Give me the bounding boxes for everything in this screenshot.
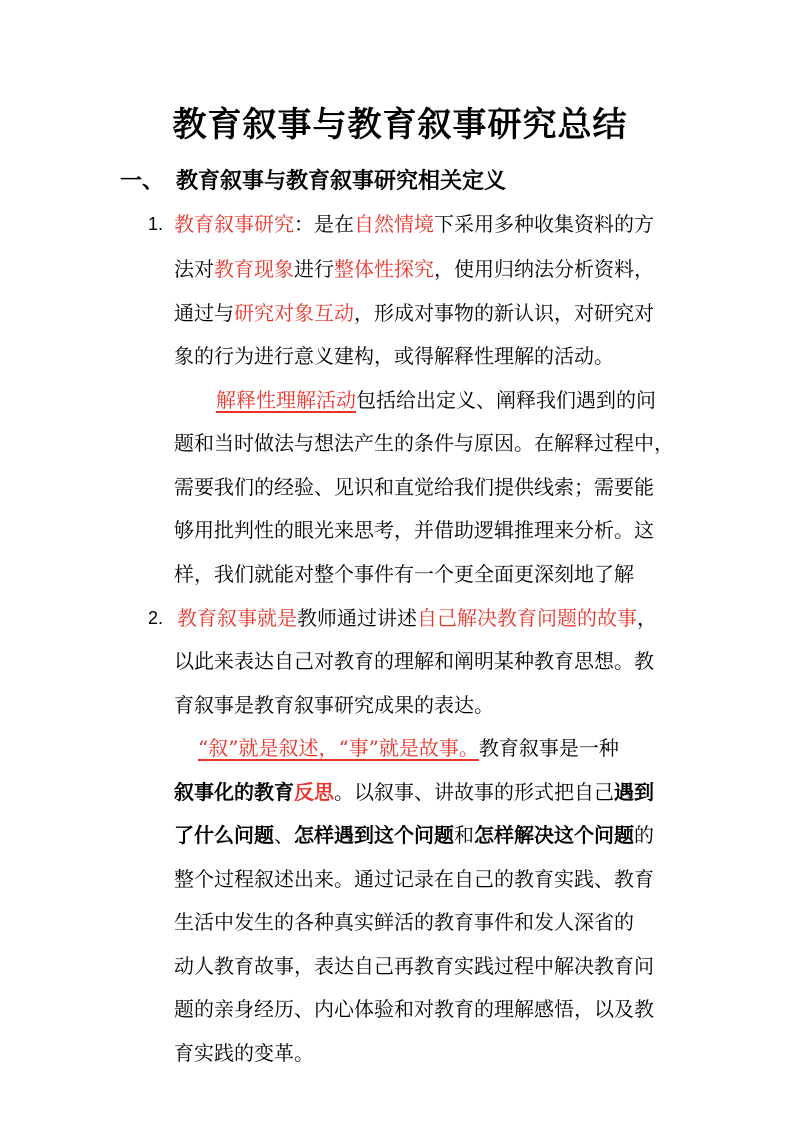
item2-para2-line-3 <box>174 820 654 850</box>
text-segment: 教师通过讲述 <box>297 606 417 630</box>
item1-para2-line-1 <box>216 385 656 415</box>
text-segment: ，形成对事物的新认识，对研究对 <box>354 301 654 325</box>
text-segment: ， <box>637 606 657 630</box>
item1-line-2 <box>174 254 654 284</box>
section-heading-text: 教育叙事与教育叙事研究相关定义 <box>176 169 507 194</box>
bold-narrative-education: 叙事化的教育 <box>174 780 294 804</box>
item1-para2-line-3: 需要我们的经验、见识和直觉给我们提供线索；需要能 <box>174 475 654 499</box>
text-segment: 。以叙事、讲故事的形式把自己 <box>334 780 614 804</box>
item1-line-3 <box>174 298 654 328</box>
bold-what-problem: 了什么问题 <box>174 823 274 847</box>
item1-para2-line-4: 够用批判性的眼光来思考，并借助逻辑推理来分析。这 <box>174 518 654 542</box>
text-segment: 和 <box>454 823 474 847</box>
term-education-phenomenon: 教育现象 <box>214 257 294 281</box>
text-segment: 、 <box>274 823 294 847</box>
item2-line-3: 育叙事是教育叙事研究成果的表达。 <box>174 693 494 717</box>
text-segment: 通过与 <box>174 301 234 325</box>
text-segment: 的 <box>634 823 654 847</box>
text-segment: 进行 <box>294 257 334 281</box>
term-interpretive-activity: 解释性理解活动 <box>216 388 356 412</box>
item2-para2-line-7: 题的亲身经历、内心体验和对教育的理解感悟，以及教 <box>174 997 654 1021</box>
item1-line-4: 象的行为进行意义建构，或得解释性理解的活动。 <box>174 344 614 368</box>
term-xu-shi-definition: “叙”就是叙述，“事”就是故事。 <box>198 736 479 760</box>
text-segment: ：是在 <box>294 212 354 236</box>
bold-how-solve: 怎样解决这个问题 <box>474 823 634 847</box>
term-object-interaction: 研究对象互动 <box>234 301 354 325</box>
term-own-story: 自己解决教育问题的故事 <box>417 606 637 630</box>
item2-para2-line-4: 整个过程叙述出来。通过记录在自己的教育实践、教育 <box>174 867 654 891</box>
item1-line-1 <box>174 209 654 239</box>
text-segment: ，使用归纳法分析资料， <box>434 257 654 281</box>
term-narrative-is: 教育叙事就是 <box>177 606 297 630</box>
item2-para2-line-8: 育实践的变革。 <box>174 1041 314 1065</box>
item2-para2-line-2 <box>174 777 654 807</box>
item2-line-1 <box>177 603 657 633</box>
text-segment: 下采用多种收集资料的方 <box>434 212 654 236</box>
list-marker-2: 2. <box>148 608 164 628</box>
item2-para2-line-1 <box>198 733 619 763</box>
bold-encountered: 遇到 <box>614 780 654 804</box>
item1-para2-line-2: 题和当时做法与想法产生的条件与原因。在解释过程中， <box>174 431 674 455</box>
item2-line-2: 以此来表达自己对教育的理解和阐明某种教育思想。教 <box>174 649 654 673</box>
term-narrative-research: 教育叙事研究 <box>174 212 294 236</box>
section-number: 一、 <box>120 169 165 194</box>
item1-para2-line-5: 样，我们就能对整个事件有一个更全面更深刻地了解 <box>174 562 634 586</box>
term-holistic-inquiry: 整体性探究 <box>334 257 434 281</box>
text-segment: 教育叙事是一种 <box>478 736 619 760</box>
item2-para2-line-5: 生活中发生的各种真实鲜活的教育事件和发人深省的 <box>174 910 634 934</box>
term-reflection: 反思 <box>294 780 334 804</box>
bold-how-encounter: 怎样遇到这个问题 <box>294 823 454 847</box>
text-segment: 法对 <box>174 257 214 281</box>
term-natural-context: 自然情境 <box>354 212 434 236</box>
page-title: 教育叙事与教育叙事研究总结 <box>172 105 628 145</box>
item2-para2-line-6: 动人教育故事，表达自己再教育实践过程中解决教育问 <box>174 954 654 978</box>
section-heading <box>120 166 506 198</box>
text-segment: 包括给出定义、阐释我们遇到的问 <box>356 388 656 412</box>
list-marker-1: 1. <box>148 214 164 234</box>
